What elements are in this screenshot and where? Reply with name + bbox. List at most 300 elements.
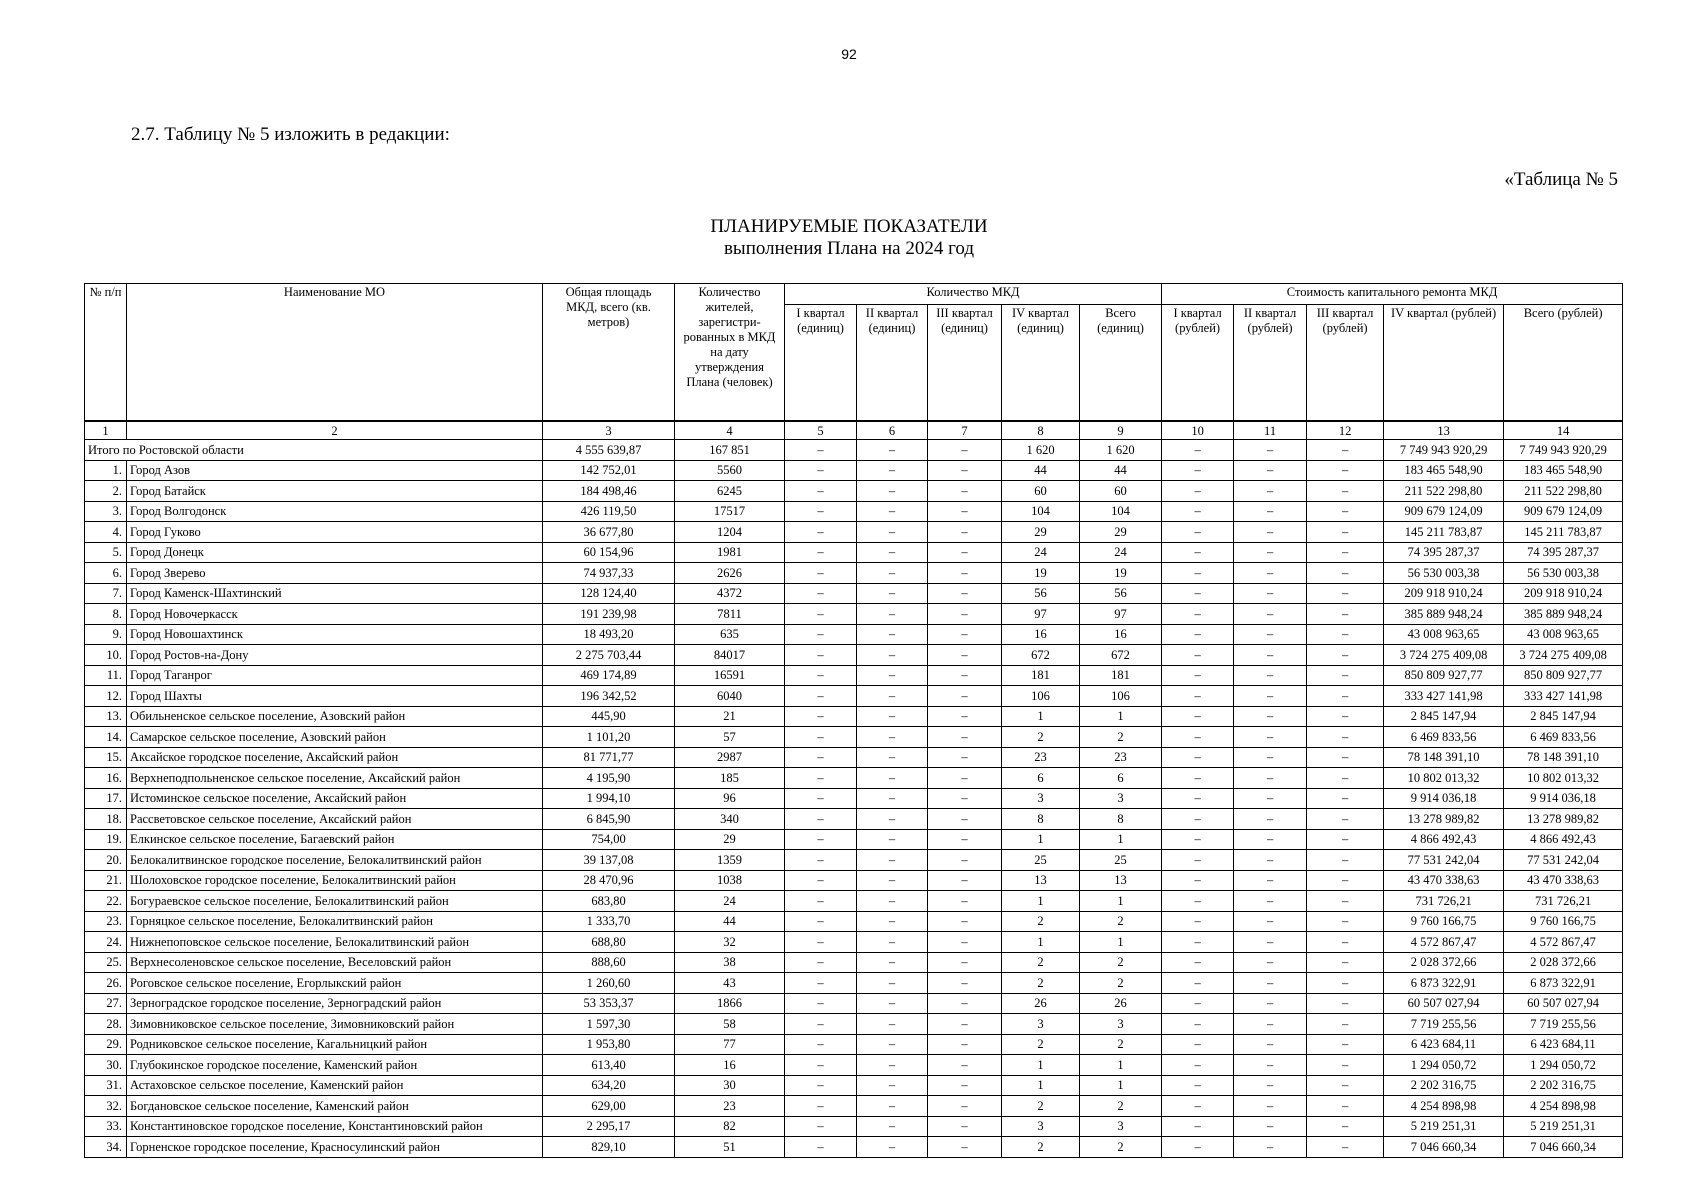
row-cost-q4: 7 719 255,56 — [1384, 1014, 1504, 1035]
row-mo-name: Роговское сельское поселение, Егорлыкский район — [127, 973, 543, 994]
row-number: 1. — [85, 460, 127, 481]
row-area: 4 195,90 — [543, 768, 675, 789]
table-row — [85, 973, 1623, 994]
row-mkd-total: 181 — [1080, 665, 1162, 686]
row-cost-q2: – — [1234, 1096, 1307, 1117]
row-mo-name: Горняцкое сельское поселение, Белокалитвинский район — [127, 911, 543, 932]
row-residents: 58 — [675, 1014, 785, 1035]
row-mkd-q4: 1 — [1002, 1055, 1080, 1076]
row-cost-q1: – — [1162, 911, 1234, 932]
row-mkd-q1: – — [785, 993, 857, 1014]
header-mkd-q3: III квартал (единиц) — [928, 305, 1002, 422]
row-mo-name: Астаховское сельское поселение, Каменский район — [127, 1075, 543, 1096]
row-mkd-q3: – — [928, 583, 1002, 604]
row-number: 28. — [85, 1014, 127, 1035]
row-mkd-q4: 3 — [1002, 788, 1080, 809]
row-residents: 77 — [675, 1034, 785, 1055]
row-mkd-q4: 25 — [1002, 850, 1080, 871]
row-area: 1 101,20 — [543, 727, 675, 748]
row-mkd-total: 672 — [1080, 645, 1162, 666]
row-number: 30. — [85, 1055, 127, 1076]
row-mkd-q2: – — [857, 891, 928, 912]
row-residents: 57 — [675, 727, 785, 748]
row-area: 829,10 — [543, 1137, 675, 1158]
total-cost-q1: – — [1162, 440, 1234, 461]
row-number: 15. — [85, 747, 127, 768]
row-number: 2. — [85, 481, 127, 502]
row-mkd-q3: – — [928, 768, 1002, 789]
row-cost-q3: – — [1307, 481, 1384, 502]
row-mkd-q1: – — [785, 501, 857, 522]
row-area: 39 137,08 — [543, 850, 675, 871]
row-number: 13. — [85, 706, 127, 727]
row-mkd-total: 1 — [1080, 829, 1162, 850]
row-cost-total: 211 522 298,80 — [1504, 481, 1623, 502]
row-cost-q2: – — [1234, 665, 1307, 686]
header-cost-q2: II квартал (рублей) — [1234, 305, 1307, 422]
table-row — [85, 911, 1623, 932]
row-mkd-q2: – — [857, 932, 928, 953]
row-mkd-q2: – — [857, 706, 928, 727]
header-mkd-q4: IV квартал (единиц) — [1002, 305, 1080, 422]
row-cost-q3: – — [1307, 522, 1384, 543]
row-number: 11. — [85, 665, 127, 686]
row-area: 36 677,80 — [543, 522, 675, 543]
row-cost-q3: – — [1307, 501, 1384, 522]
row-mkd-q3: – — [928, 501, 1002, 522]
row-residents: 96 — [675, 788, 785, 809]
row-cost-q1: – — [1162, 993, 1234, 1014]
row-cost-q2: – — [1234, 952, 1307, 973]
row-residents: 82 — [675, 1116, 785, 1137]
row-cost-q4: 56 530 003,38 — [1384, 563, 1504, 584]
table-row — [85, 727, 1623, 748]
row-mkd-q4: 2 — [1002, 973, 1080, 994]
row-mkd-total: 106 — [1080, 686, 1162, 707]
row-cost-q1: – — [1162, 604, 1234, 625]
row-cost-q2: – — [1234, 1014, 1307, 1035]
row-mkd-q4: 29 — [1002, 522, 1080, 543]
row-mkd-q4: 23 — [1002, 747, 1080, 768]
row-area: 634,20 — [543, 1075, 675, 1096]
row-mkd-q4: 3 — [1002, 1014, 1080, 1035]
row-cost-q4: 209 918 910,24 — [1384, 583, 1504, 604]
total-cost-q3: – — [1307, 440, 1384, 461]
row-cost-q2: – — [1234, 1034, 1307, 1055]
row-cost-q2: – — [1234, 686, 1307, 707]
row-mkd-q3: – — [928, 788, 1002, 809]
row-residents: 16 — [675, 1055, 785, 1076]
document-title — [0, 216, 1698, 260]
row-area: 1 953,80 — [543, 1034, 675, 1055]
row-cost-q1: – — [1162, 829, 1234, 850]
row-cost-q1: – — [1162, 481, 1234, 502]
row-residents: 32 — [675, 932, 785, 953]
row-mo-name: Город Зверево — [127, 563, 543, 584]
row-mkd-q4: 1 — [1002, 932, 1080, 953]
column-number: 14 — [1504, 421, 1623, 440]
row-mkd-q2: – — [857, 952, 928, 973]
row-cost-total: 9 760 166,75 — [1504, 911, 1623, 932]
row-cost-q1: – — [1162, 1014, 1234, 1035]
row-cost-q4: 7 046 660,34 — [1384, 1137, 1504, 1158]
total-area: 4 555 639,87 — [543, 440, 675, 461]
row-mkd-q3: – — [928, 665, 1002, 686]
row-number: 29. — [85, 1034, 127, 1055]
row-number: 16. — [85, 768, 127, 789]
row-area: 18 493,20 — [543, 624, 675, 645]
row-residents: 23 — [675, 1096, 785, 1117]
row-cost-q4: 60 507 027,94 — [1384, 993, 1504, 1014]
column-number: 2 — [127, 421, 543, 440]
row-number: 23. — [85, 911, 127, 932]
table-row — [85, 1137, 1623, 1158]
row-mkd-total: 23 — [1080, 747, 1162, 768]
table-row — [85, 624, 1623, 645]
row-mkd-q4: 44 — [1002, 460, 1080, 481]
row-cost-q4: 9 760 166,75 — [1384, 911, 1504, 932]
row-mo-name: Зерноградское городское поселение, Зерноградский район — [127, 993, 543, 1014]
row-mkd-q3: – — [928, 891, 1002, 912]
row-cost-total: 385 889 948,24 — [1504, 604, 1623, 625]
row-cost-total: 2 028 372,66 — [1504, 952, 1623, 973]
row-cost-total: 56 530 003,38 — [1504, 563, 1623, 584]
row-mkd-total: 26 — [1080, 993, 1162, 1014]
table-label: «Таблица № 5 — [1504, 169, 1618, 190]
row-mkd-q3: – — [928, 932, 1002, 953]
row-cost-q1: – — [1162, 932, 1234, 953]
row-residents: 1359 — [675, 850, 785, 871]
total-mkd-q1: – — [785, 440, 857, 461]
row-cost-q2: – — [1234, 911, 1307, 932]
column-number: 12 — [1307, 421, 1384, 440]
row-mo-name: Обильненское сельское поселение, Азовский район — [127, 706, 543, 727]
row-cost-q1: – — [1162, 542, 1234, 563]
row-cost-total: 43 470 338,63 — [1504, 870, 1623, 891]
table-row — [85, 952, 1623, 973]
row-mkd-total: 44 — [1080, 460, 1162, 481]
row-cost-q3: – — [1307, 747, 1384, 768]
row-mkd-q1: – — [785, 768, 857, 789]
row-residents: 30 — [675, 1075, 785, 1096]
row-mkd-q4: 13 — [1002, 870, 1080, 891]
row-mkd-q3: – — [928, 1096, 1002, 1117]
row-mo-name: Город Новошахтинск — [127, 624, 543, 645]
row-cost-q3: – — [1307, 952, 1384, 973]
row-cost-q1: – — [1162, 1034, 1234, 1055]
row-mkd-q3: – — [928, 911, 1002, 932]
row-mkd-q2: – — [857, 809, 928, 830]
row-mkd-q1: – — [785, 1075, 857, 1096]
row-mkd-q2: – — [857, 1137, 928, 1158]
row-cost-q1: – — [1162, 891, 1234, 912]
row-cost-q2: – — [1234, 891, 1307, 912]
total-mkd-total: 1 620 — [1080, 440, 1162, 461]
row-cost-q1: – — [1162, 870, 1234, 891]
header-cost-q1: I квартал (рублей) — [1162, 305, 1234, 422]
row-area: 888,60 — [543, 952, 675, 973]
row-residents: 635 — [675, 624, 785, 645]
row-cost-total: 9 914 036,18 — [1504, 788, 1623, 809]
row-cost-q4: 6 873 322,91 — [1384, 973, 1504, 994]
row-mkd-q3: – — [928, 706, 1002, 727]
row-cost-q3: – — [1307, 624, 1384, 645]
row-cost-total: 10 802 013,32 — [1504, 768, 1623, 789]
row-mkd-q3: – — [928, 686, 1002, 707]
row-cost-q1: – — [1162, 665, 1234, 686]
row-mkd-total: 2 — [1080, 1096, 1162, 1117]
row-mkd-q2: – — [857, 727, 928, 748]
row-mo-name: Нижнепоповское сельское поселение, Белокалитвинский район — [127, 932, 543, 953]
row-mo-name: Шолоховское городское поселение, Белокалитвинский район — [127, 870, 543, 891]
row-cost-total: 145 211 783,87 — [1504, 522, 1623, 543]
row-mkd-total: 29 — [1080, 522, 1162, 543]
row-mkd-q1: – — [785, 563, 857, 584]
row-mkd-q1: – — [785, 522, 857, 543]
table-row — [85, 686, 1623, 707]
row-cost-q3: – — [1307, 604, 1384, 625]
row-area: 128 124,40 — [543, 583, 675, 604]
row-cost-q3: – — [1307, 870, 1384, 891]
row-mkd-q1: – — [785, 1034, 857, 1055]
row-residents: 51 — [675, 1137, 785, 1158]
row-mkd-q3: – — [928, 481, 1002, 502]
row-residents: 6245 — [675, 481, 785, 502]
row-cost-q2: – — [1234, 727, 1307, 748]
table-row — [85, 993, 1623, 1014]
row-mkd-total: 1 — [1080, 706, 1162, 727]
header-num: № п/п — [85, 284, 127, 422]
row-cost-q1: – — [1162, 850, 1234, 871]
header-cost-q3: III квартал (рублей) — [1307, 305, 1384, 422]
plan-table — [84, 283, 1623, 1158]
row-cost-q1: – — [1162, 1116, 1234, 1137]
row-cost-q2: – — [1234, 583, 1307, 604]
row-cost-q3: – — [1307, 850, 1384, 871]
row-cost-q2: – — [1234, 932, 1307, 953]
row-mkd-q2: – — [857, 481, 928, 502]
header-area: Общая площадь МКД, всего (кв. метров) — [543, 284, 675, 422]
title-line: ПЛАНИРУЕМЫЕ ПОКАЗАТЕЛИ — [710, 216, 988, 237]
row-residents: 1981 — [675, 542, 785, 563]
row-mkd-q2: – — [857, 460, 928, 481]
row-mkd-q2: – — [857, 1116, 928, 1137]
row-cost-q3: – — [1307, 973, 1384, 994]
header-name: Наименование МО — [127, 284, 543, 422]
row-cost-total: 6 873 322,91 — [1504, 973, 1623, 994]
row-cost-q2: – — [1234, 706, 1307, 727]
row-cost-q4: 6 423 684,11 — [1384, 1034, 1504, 1055]
row-cost-q4: 4 572 867,47 — [1384, 932, 1504, 953]
row-mkd-q4: 2 — [1002, 1034, 1080, 1055]
table-row — [85, 891, 1623, 912]
row-mo-name: Город Шахты — [127, 686, 543, 707]
column-number: 10 — [1162, 421, 1234, 440]
table-row — [85, 932, 1623, 953]
row-cost-q3: – — [1307, 706, 1384, 727]
row-cost-total: 4 254 898,98 — [1504, 1096, 1623, 1117]
row-mo-name: Рассветовское сельское поселение, Аксайский район — [127, 809, 543, 830]
row-mo-name: Елкинское сельское поселение, Багаевский район — [127, 829, 543, 850]
row-number: 26. — [85, 973, 127, 994]
row-cost-q4: 1 294 050,72 — [1384, 1055, 1504, 1076]
row-number: 22. — [85, 891, 127, 912]
row-mkd-q1: – — [785, 952, 857, 973]
row-cost-q3: – — [1307, 645, 1384, 666]
row-cost-q4: 850 809 927,77 — [1384, 665, 1504, 686]
row-cost-q2: – — [1234, 645, 1307, 666]
row-cost-q3: – — [1307, 686, 1384, 707]
row-number: 27. — [85, 993, 127, 1014]
row-mkd-q1: – — [785, 624, 857, 645]
row-mkd-q3: – — [928, 727, 1002, 748]
row-mkd-q2: – — [857, 1014, 928, 1035]
row-mkd-total: 2 — [1080, 727, 1162, 748]
row-mkd-q4: 26 — [1002, 993, 1080, 1014]
row-mkd-q2: – — [857, 665, 928, 686]
table-row — [85, 747, 1623, 768]
row-cost-q2: – — [1234, 460, 1307, 481]
row-mkd-q4: 1 — [1002, 706, 1080, 727]
row-area: 81 771,77 — [543, 747, 675, 768]
row-mkd-total: 25 — [1080, 850, 1162, 871]
row-mkd-q1: – — [785, 460, 857, 481]
row-mkd-q4: 3 — [1002, 1116, 1080, 1137]
row-mkd-q1: – — [785, 891, 857, 912]
row-number: 24. — [85, 932, 127, 953]
row-residents: 340 — [675, 809, 785, 830]
row-mkd-q1: – — [785, 809, 857, 830]
table-body — [85, 421, 1623, 1157]
row-cost-total: 7 046 660,34 — [1504, 1137, 1623, 1158]
table-row — [85, 583, 1623, 604]
row-cost-total: 78 148 391,10 — [1504, 747, 1623, 768]
row-mkd-total: 104 — [1080, 501, 1162, 522]
row-cost-total: 209 918 910,24 — [1504, 583, 1623, 604]
table-row — [85, 850, 1623, 871]
row-cost-q1: – — [1162, 1137, 1234, 1158]
row-cost-total: 909 679 124,09 — [1504, 501, 1623, 522]
row-mkd-q4: 106 — [1002, 686, 1080, 707]
row-mkd-q3: – — [928, 870, 1002, 891]
table-row — [85, 460, 1623, 481]
row-area: 28 470,96 — [543, 870, 675, 891]
row-mkd-q1: – — [785, 542, 857, 563]
row-mkd-total: 16 — [1080, 624, 1162, 645]
table-row — [85, 501, 1623, 522]
row-mkd-q3: – — [928, 645, 1002, 666]
row-cost-q2: – — [1234, 624, 1307, 645]
table-row — [85, 809, 1623, 830]
row-cost-q4: 909 679 124,09 — [1384, 501, 1504, 522]
row-cost-q1: – — [1162, 788, 1234, 809]
row-cost-q2: – — [1234, 604, 1307, 625]
row-cost-q2: – — [1234, 788, 1307, 809]
row-mkd-q4: 1 — [1002, 891, 1080, 912]
row-cost-q1: – — [1162, 624, 1234, 645]
header-mkd-q2: II квартал (единиц) — [857, 305, 928, 422]
instruction-text: 2.7. Таблицу № 5 изложить в редакции: — [131, 124, 450, 145]
table-row — [85, 645, 1623, 666]
row-mo-name: Богураевское сельское поселение, Белокалитвинский район — [127, 891, 543, 912]
row-cost-total: 13 278 989,82 — [1504, 809, 1623, 830]
row-number: 9. — [85, 624, 127, 645]
row-mkd-q2: – — [857, 542, 928, 563]
row-cost-q3: – — [1307, 1075, 1384, 1096]
row-mkd-q3: – — [928, 1014, 1002, 1035]
row-cost-q1: – — [1162, 563, 1234, 584]
row-area: 683,80 — [543, 891, 675, 912]
row-mkd-q1: – — [785, 747, 857, 768]
row-cost-q2: – — [1234, 973, 1307, 994]
row-mkd-q4: 19 — [1002, 563, 1080, 584]
row-cost-q2: – — [1234, 993, 1307, 1014]
row-mkd-q1: – — [785, 911, 857, 932]
row-mkd-q3: – — [928, 1075, 1002, 1096]
row-mo-name: Родниковское сельское поселение, Кагальницкий район — [127, 1034, 543, 1055]
row-cost-q1: – — [1162, 973, 1234, 994]
row-cost-q1: – — [1162, 1075, 1234, 1096]
header-mkd-q1: I квартал (единиц) — [785, 305, 857, 422]
row-cost-total: 6 423 684,11 — [1504, 1034, 1623, 1055]
row-cost-q3: – — [1307, 1096, 1384, 1117]
row-mkd-q4: 2 — [1002, 1096, 1080, 1117]
row-cost-total: 3 724 275 409,08 — [1504, 645, 1623, 666]
row-cost-q3: – — [1307, 1137, 1384, 1158]
row-cost-q1: – — [1162, 809, 1234, 830]
row-mkd-q2: – — [857, 747, 928, 768]
row-mkd-q1: – — [785, 870, 857, 891]
row-cost-q2: – — [1234, 809, 1307, 830]
row-area: 2 275 703,44 — [543, 645, 675, 666]
total-cost-total: 7 749 943 920,29 — [1504, 440, 1623, 461]
table-row — [85, 604, 1623, 625]
row-cost-q4: 385 889 948,24 — [1384, 604, 1504, 625]
row-cost-q3: – — [1307, 460, 1384, 481]
row-residents: 43 — [675, 973, 785, 994]
row-area: 53 353,37 — [543, 993, 675, 1014]
column-number: 11 — [1234, 421, 1307, 440]
row-mkd-q4: 2 — [1002, 952, 1080, 973]
row-residents: 1866 — [675, 993, 785, 1014]
row-mkd-q2: – — [857, 645, 928, 666]
row-cost-total: 333 427 141,98 — [1504, 686, 1623, 707]
row-mkd-total: 2 — [1080, 973, 1162, 994]
row-mkd-total: 56 — [1080, 583, 1162, 604]
row-number: 8. — [85, 604, 127, 625]
row-number: 18. — [85, 809, 127, 830]
row-mkd-q2: – — [857, 1096, 928, 1117]
row-mkd-q1: – — [785, 686, 857, 707]
row-cost-q3: – — [1307, 583, 1384, 604]
row-mkd-total: 13 — [1080, 870, 1162, 891]
row-mo-name: Белокалитвинское городское поселение, Белокалитвинский район — [127, 850, 543, 871]
row-mkd-total: 3 — [1080, 1116, 1162, 1137]
row-cost-q4: 13 278 989,82 — [1384, 809, 1504, 830]
row-mkd-q2: – — [857, 1075, 928, 1096]
header-cost-group: Стоимость капитального ремонта МКД — [1162, 284, 1623, 305]
row-mkd-q2: – — [857, 1034, 928, 1055]
row-cost-q3: – — [1307, 993, 1384, 1014]
row-mkd-q4: 8 — [1002, 809, 1080, 830]
row-cost-q4: 3 724 275 409,08 — [1384, 645, 1504, 666]
row-cost-q3: – — [1307, 542, 1384, 563]
row-cost-q2: – — [1234, 1055, 1307, 1076]
total-mkd-q4: 1 620 — [1002, 440, 1080, 461]
row-cost-total: 4 866 492,43 — [1504, 829, 1623, 850]
row-mo-name: Самарское сельское поселение, Азовский район — [127, 727, 543, 748]
row-mkd-q4: 2 — [1002, 727, 1080, 748]
